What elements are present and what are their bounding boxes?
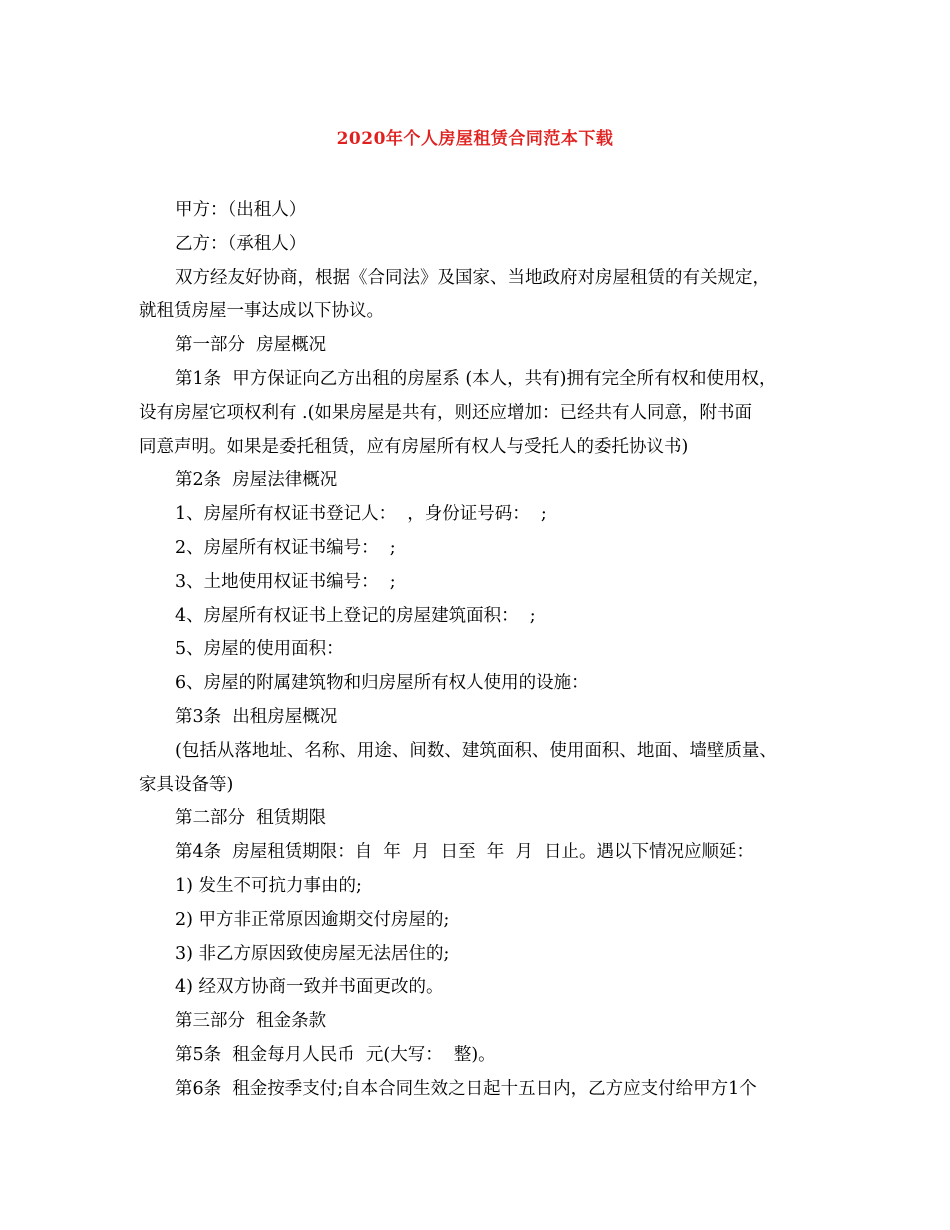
paragraph-line: 6、房屋的附属建筑物和归房屋所有权人使用的设施： — [175, 673, 589, 694]
paragraph-line: 第6条 租金按季支付;自本合同生效之日起十五日内，乙方应支付给甲方1个 — [175, 1078, 757, 1099]
paragraph-line: 4) 经双方协商一致并书面更改的。 — [175, 977, 444, 998]
document-body — [139, 194, 819, 1107]
paragraph-line: 第一部分 房屋概况 — [175, 335, 327, 356]
paragraph-line: 就租赁房屋一事达成以下协议。 — [139, 301, 384, 322]
paragraph-line: 甲方：（出租人） — [175, 200, 307, 220]
paragraph-line: 第2条 房屋法律概况 — [175, 470, 338, 491]
paragraph-line: 2、房屋所有权证书编号： ; — [175, 537, 396, 558]
paragraph-line: 第二部分 租赁期限 — [175, 808, 327, 829]
paragraph-line: 第4条 房屋租赁期限：自 年 月 日至 年 月 日止。遇以下情况应顺延： — [175, 842, 755, 863]
paragraph-line: 同意声明。如果是委托租赁，应有房屋所有权人与受托人的委托协议书) — [139, 436, 689, 457]
paragraph-line: 1) 发生不可抗力事由的; — [175, 875, 362, 896]
paragraph-line: 3、土地使用权证书编号： ; — [175, 571, 396, 592]
paragraph-line: 3) 非乙方原因致使房屋无法居住的; — [175, 943, 450, 964]
paragraph-line: 1、房屋所有权证书登记人： ，身份证号码： ; — [175, 504, 547, 525]
paragraph-line: 设有房屋它项权利有 .(如果房屋是共有，则还应增加：已经共有人同意，附书面 — [139, 402, 752, 423]
paragraph-line: 乙方：（承租人） — [175, 233, 307, 254]
paragraph-line: 第1条 甲方保证向乙方出租的房屋系 (本人，共有)拥有完全所有权和使用权， — [175, 368, 777, 389]
paragraph-line: 5、房屋的使用面积： — [175, 639, 344, 660]
paragraph-line: 第3条 出租房屋概况 — [175, 706, 338, 727]
paragraph-line: 家具设备等) — [139, 774, 234, 795]
paragraph-line: 双方经友好协商，根据《合同法》及国家、当地政府对房屋租赁的有关规定， — [175, 267, 770, 288]
paragraph-line: 2) 甲方非正常原因逾期交付房屋的; — [175, 909, 450, 930]
paragraph-line: 4、房屋所有权证书上登记的房屋建筑面积： ; — [175, 605, 536, 626]
paragraph-line: 第5条 租金每月人民币 元(大写： 整)。 — [175, 1044, 496, 1065]
document-title: 2020年个人房屋租赁合同范本下载 — [336, 129, 614, 149]
paragraph-line: (包括从落地址、名称、用途、间数、建筑面积、使用面积、地面、墙壁质量、 — [175, 740, 777, 761]
paragraph-line: 第三部分 租金条款 — [175, 1011, 327, 1032]
